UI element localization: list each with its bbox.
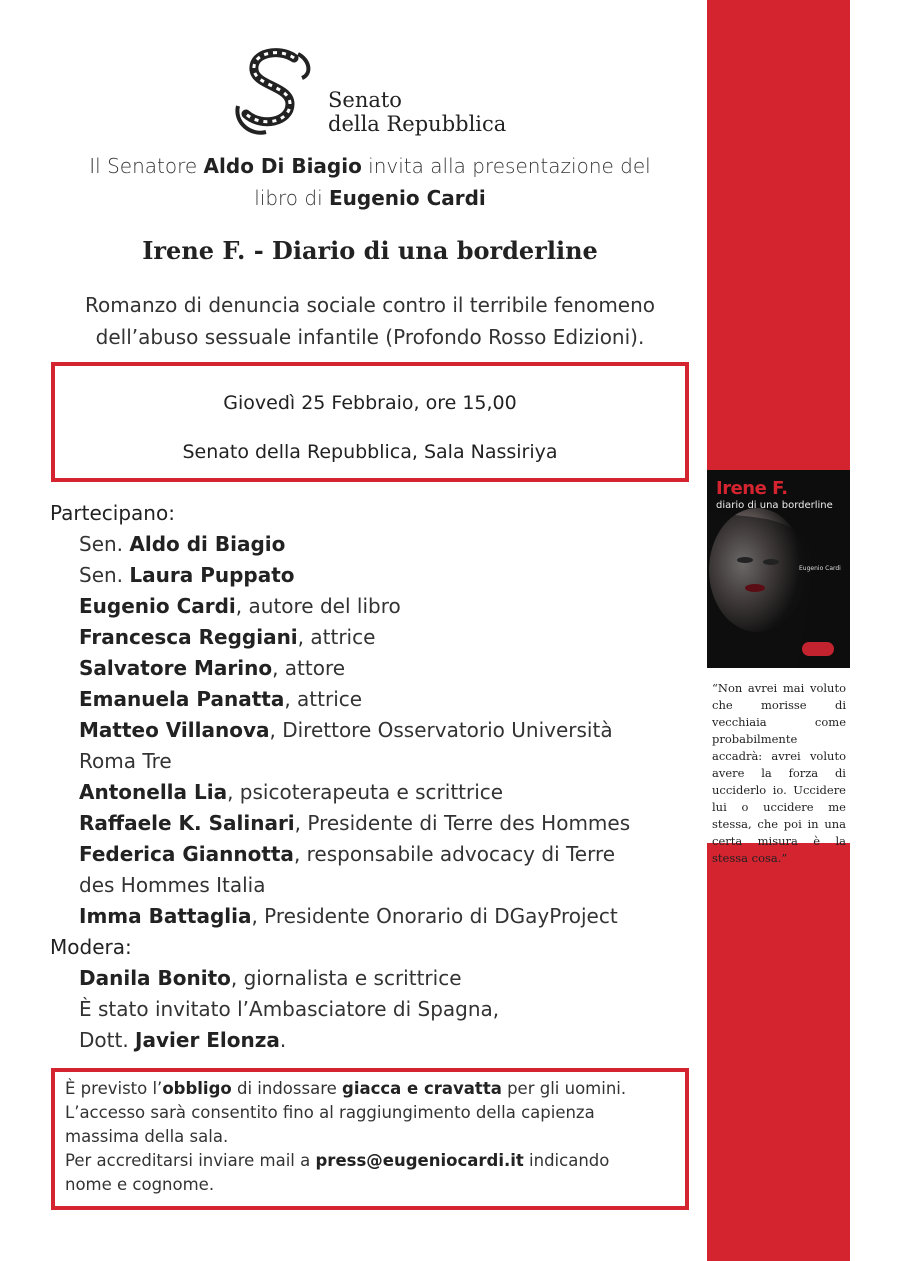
person-name: Eugenio Cardi — [79, 594, 236, 618]
invite-pre: Il Senatore — [89, 154, 204, 178]
event-venue: Senato della Repubblica, Sala Nassiriya — [182, 441, 558, 463]
senate-logo-text — [328, 88, 506, 136]
title-prefix: Dott. — [79, 1028, 136, 1052]
cover-title: Irene F. — [716, 478, 788, 499]
notice-text: per gli uomini. — [501, 1079, 627, 1098]
cover-author: Eugenio Cardi — [799, 565, 841, 572]
person-role: , Direttore Osservatorio Università — [269, 718, 613, 742]
participants-heading: Partecipano: — [50, 501, 175, 525]
list-item — [50, 560, 710, 591]
senate-s-emblem-icon — [232, 48, 320, 138]
book-title: Irene F. - Diario di una borderline — [142, 236, 598, 265]
list-item — [50, 1025, 710, 1056]
list-item — [50, 529, 710, 560]
event-datetime: Giovedì 25 Febbraio, ore 15,00 — [223, 392, 517, 414]
person-role: , giornalista e scrittrice — [230, 966, 462, 990]
person-role: È stato invitato l’Ambasciatore di Spagna, — [79, 997, 500, 1021]
title-prefix: Sen. — [79, 532, 130, 556]
list-item — [50, 715, 710, 746]
notice-line-4 — [65, 1149, 685, 1173]
person-name: Francesca Reggiani — [79, 625, 298, 649]
person-role: , responsabile advocacy di Terre — [293, 842, 616, 866]
publisher-logo-icon — [802, 642, 834, 656]
notice-text: indicando — [523, 1151, 610, 1170]
title-prefix: Sen. — [79, 563, 130, 587]
person-name: Salvatore Marino — [79, 656, 273, 680]
contact-email-link[interactable]: press@eugeniocardi.it — [315, 1151, 524, 1170]
description-line-2: dell’abuso sessuale infantile (Profondo Rosso Edizioni). — [95, 325, 645, 349]
participants-list — [50, 529, 710, 932]
invitation-text — [40, 150, 700, 214]
list-item — [50, 994, 710, 1025]
senate-logo — [232, 48, 532, 140]
logo-line-2: della Repubblica — [328, 112, 507, 136]
person-role: , attore — [272, 656, 346, 680]
person-role: des Hommes Italia — [79, 873, 266, 897]
participants-section — [50, 498, 710, 1056]
notice-line-1 — [65, 1077, 685, 1101]
senator-name: Aldo Di Biagio — [203, 154, 362, 178]
notice-text: È previsto l’ — [65, 1079, 163, 1098]
person-name: Danila Bonito — [79, 966, 231, 990]
person-role: , Presidente di Terre des Hommes — [294, 811, 631, 835]
moderator-heading: Modera: — [50, 935, 132, 959]
invite-line2-pre: libro di — [254, 186, 329, 210]
person-name: Imma Battaglia — [79, 904, 252, 928]
list-item — [50, 591, 710, 622]
person-role: Roma Tre — [79, 749, 172, 773]
person-name: Matteo Villanova — [79, 718, 270, 742]
person-name: Laura Puppato — [129, 563, 295, 587]
list-item — [50, 839, 710, 870]
person-role: , attrice — [284, 687, 363, 711]
person-name: Raffaele K. Salinari — [79, 811, 295, 835]
person-role: . — [279, 1028, 287, 1052]
description-line-1: Romanzo di denuncia sociale contro il terribile fenomeno — [84, 293, 656, 317]
author-name: Eugenio Cardi — [329, 186, 486, 210]
person-name: Antonella Lia — [79, 780, 228, 804]
notice-obligation: obbligo — [162, 1079, 232, 1098]
list-item — [50, 777, 710, 808]
person-name: Aldo di Biagio — [129, 532, 286, 556]
person-role: , Presidente Onorario di DGayProject — [251, 904, 618, 928]
list-item — [50, 901, 710, 932]
notice-text: di indossare — [231, 1079, 343, 1098]
notice-line-3: massima della sala. — [65, 1127, 229, 1146]
moderator-list — [50, 963, 710, 1056]
person-name: Emanuela Panatta — [79, 687, 285, 711]
list-item — [50, 963, 710, 994]
event-date-box — [51, 362, 689, 482]
list-item — [50, 808, 710, 839]
notice-line-2: L’accesso sarà consentito fino al raggiungimento della capienza — [65, 1103, 595, 1122]
person-role: , autore del libro — [235, 594, 401, 618]
book-description — [40, 289, 700, 353]
book-quote: “Non avrei mai voluto che morisse di vecchiaia come probabilmente accadrà: avrei voluto avere la forza di ucciderlo io. Uccidere lui o uccidere me stessa, che poi in una certa misura è la stessa cosa.” — [712, 681, 846, 865]
book-cover-image — [707, 470, 850, 668]
cover-subtitle: diario di una borderline — [716, 500, 833, 511]
red-side-bar-top — [707, 0, 850, 470]
person-role: , psicoterapeuta e scrittrice — [227, 780, 504, 804]
list-item — [50, 684, 710, 715]
person-name: Federica Giannotta — [79, 842, 294, 866]
person-name: Javier Elonza — [135, 1028, 280, 1052]
notice-line-5: nome e cognome. — [65, 1175, 215, 1194]
red-side-bar-bottom — [707, 843, 850, 1261]
notice-dress-code: giacca e cravatta — [342, 1079, 502, 1098]
notice-box — [51, 1068, 689, 1210]
list-item — [50, 870, 710, 901]
logo-line-1: Senato — [328, 88, 402, 112]
list-item — [50, 622, 710, 653]
person-role: , attrice — [297, 625, 376, 649]
notice-text: Per accreditarsi inviare mail a — [65, 1151, 316, 1170]
invite-mid: invita alla presentazione del — [361, 154, 651, 178]
list-item — [50, 653, 710, 684]
list-item — [50, 746, 710, 777]
